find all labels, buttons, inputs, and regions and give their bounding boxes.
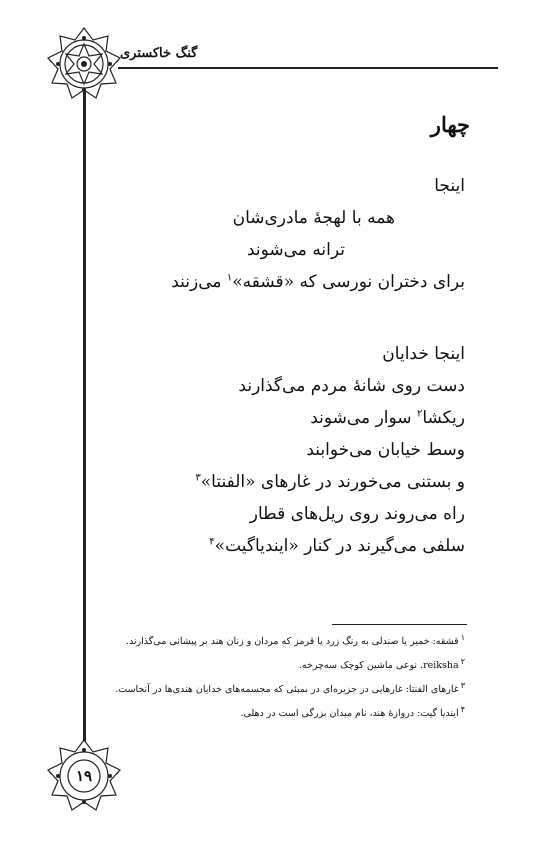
footnote-number: ۳ [460, 681, 465, 691]
footnote-marker: ۴ [209, 536, 215, 548]
poem-line: ترانه می‌شوند [246, 240, 345, 260]
poem-line [125, 266, 465, 298]
poem-line: اینجا [434, 176, 465, 196]
footnote-divider [332, 624, 467, 625]
poem-line: وسط خیابان می‌خوابند [306, 440, 465, 460]
poem-line [125, 530, 465, 562]
poem-line-text: می‌زنند [171, 272, 222, 292]
footnote-marker: ۳ [195, 472, 201, 484]
footnote [95, 630, 465, 650]
footnote-text: قشقه: خمیر یا صندلی به رنگ زرد یا قرمز که مردان و زنان هند بر پیشانی می‌گذارند. [125, 636, 459, 648]
poem-line-text: سوار می‌شوند [310, 408, 412, 428]
poem-line [125, 466, 465, 498]
poem [125, 170, 465, 562]
stanza-gap [125, 298, 465, 338]
footnote-text: . نوعی ماشین کوچک سه‌چرخه. [298, 660, 424, 672]
header-rule [118, 67, 498, 69]
footnote-text: غارهای الفنتا: غارهایی در جزیره‌ای در بمبئی که مجسمه‌های خدایان هندی‌ها در آنجاست. [115, 684, 459, 696]
poem-line: همه با لهجهٔ مادری‌شان [232, 208, 395, 228]
top-rosette-ornament-icon [44, 24, 124, 104]
running-title: گنگ خاکستری [120, 46, 198, 61]
poem-line-text: و بستنی می‌خورند در غارهای «الفنتا» [200, 472, 465, 492]
footnotes [95, 630, 465, 727]
footnote-number: ۱ [460, 633, 465, 642]
vertical-border-line [83, 62, 86, 782]
footnote-text: ایندیا گیت: دروازهٔ هند، نام میدان بزرگی است در دهلی. [240, 708, 459, 720]
poem-line [125, 402, 465, 434]
poem-line: اینجا خدایان [382, 344, 465, 364]
footnote-number: ۴ [460, 705, 465, 715]
poem-line: دست روی شانهٔ مردم می‌گذارند [238, 376, 465, 396]
footnote-marker: ۱ [226, 272, 233, 284]
footnote [95, 654, 465, 674]
poem-line-text: برای دختران نورسی که «قشقه» [232, 272, 465, 292]
page-number: ۱۹ [75, 767, 93, 785]
poem-line: راه می‌روند روی ریل‌های قطار [249, 504, 465, 524]
chapter-title: چهار [430, 112, 470, 137]
footnote [95, 678, 465, 698]
poem-line-text: سلفی می‌گیرند در کنار «ایندیاگیت» [214, 536, 465, 556]
footnote-marker: ۲ [416, 408, 423, 420]
poem-line-text: ریکشا [422, 408, 465, 428]
footnote [95, 702, 465, 722]
footnote-number: ۲ [460, 657, 465, 667]
footnote-latin-term: reiksha [423, 660, 459, 672]
